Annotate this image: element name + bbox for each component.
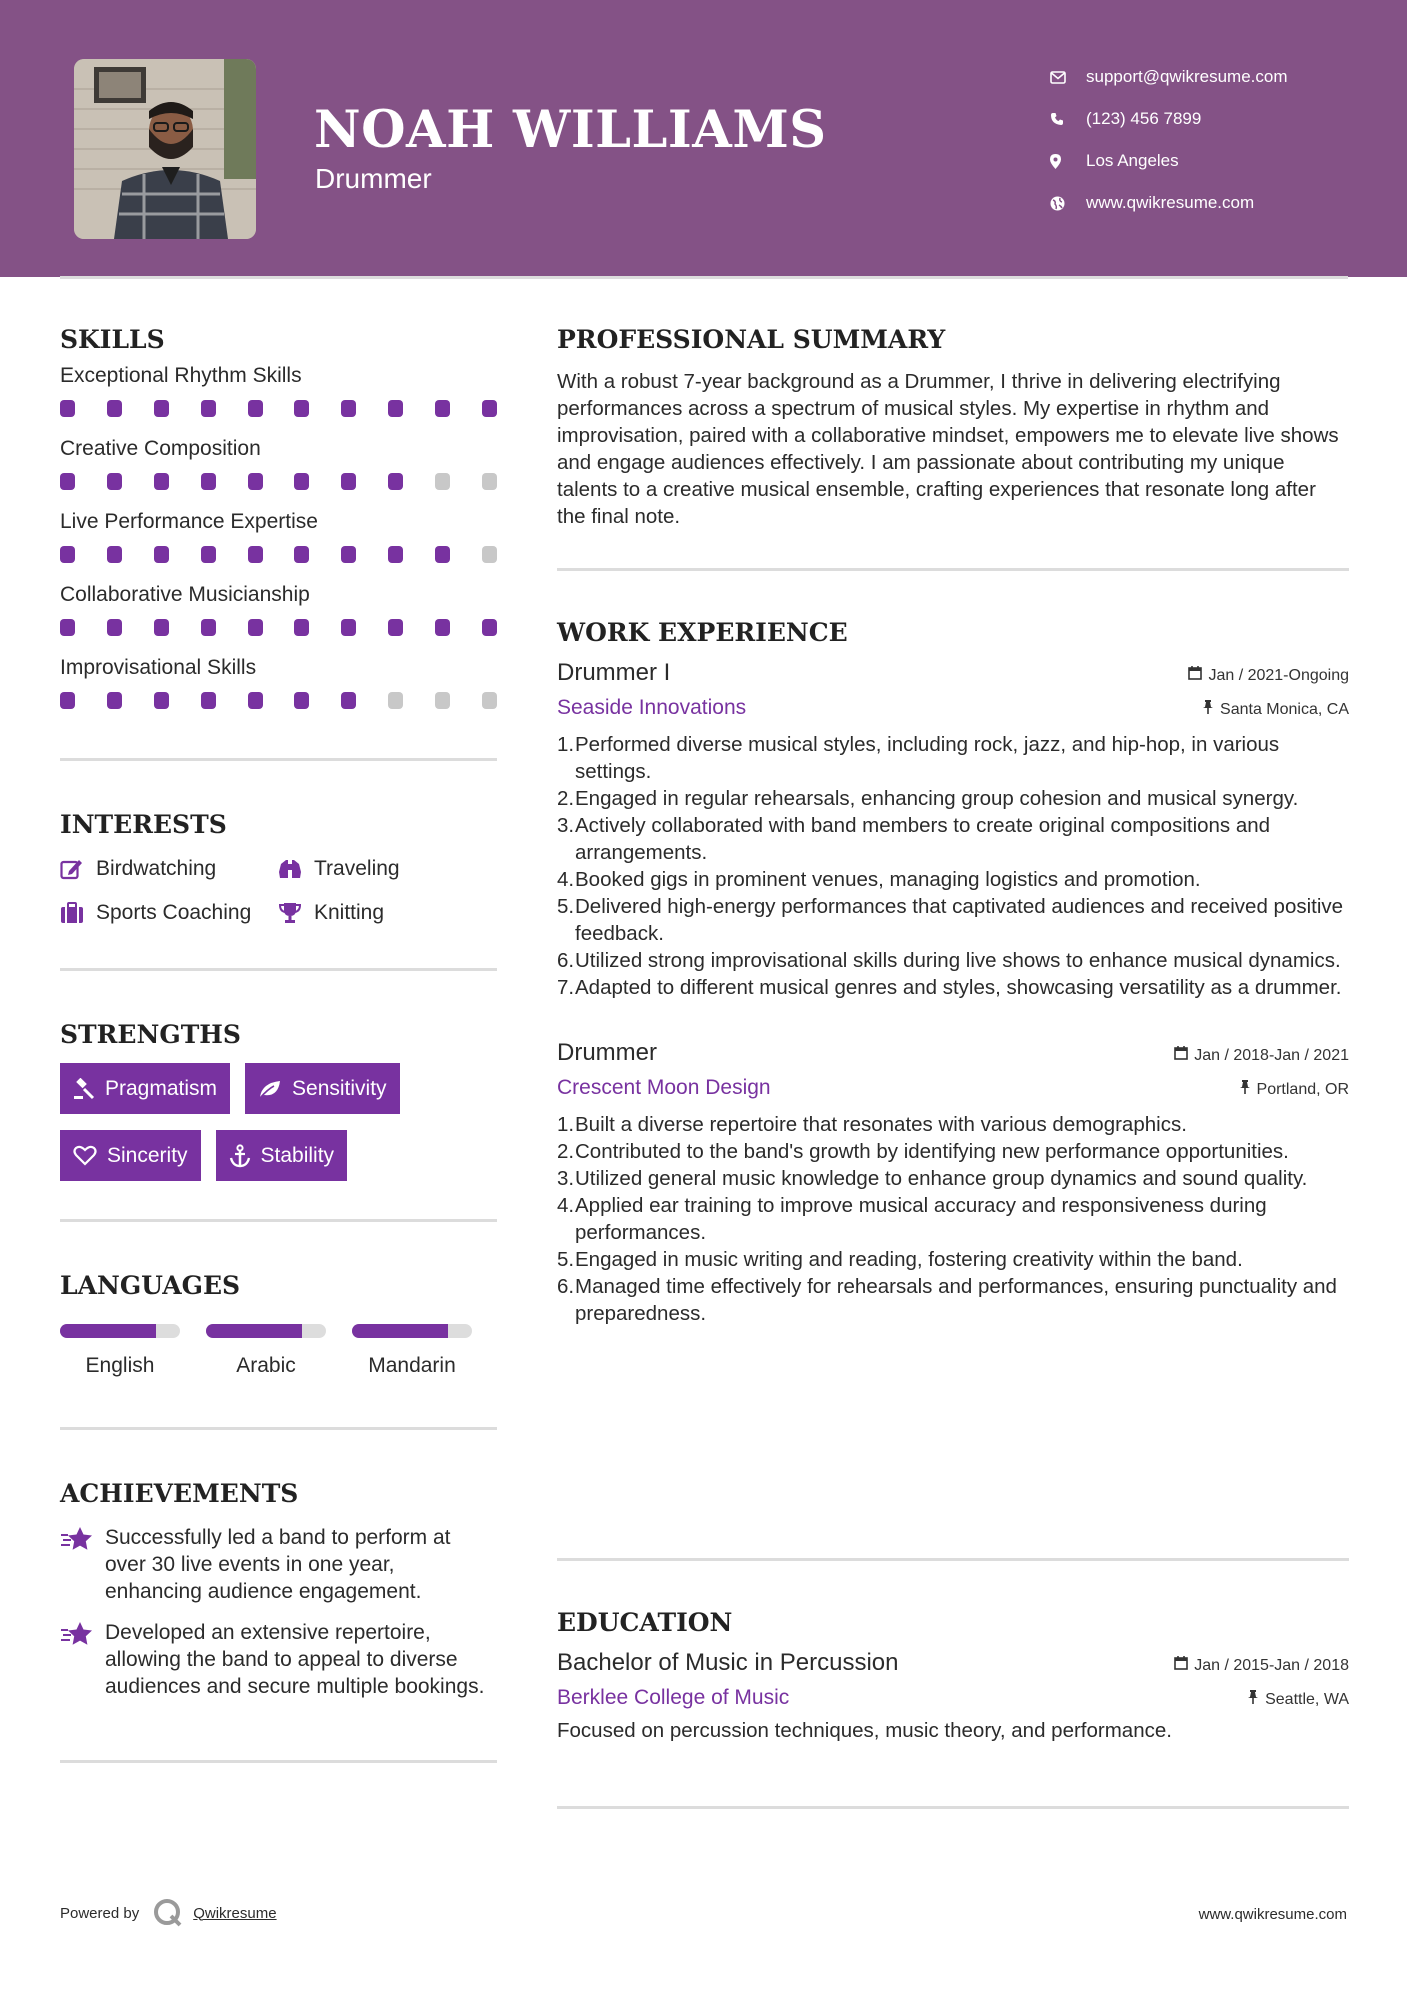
bullet-number: 5. <box>557 1248 575 1271</box>
strength-tag <box>60 1063 230 1114</box>
skill-name: Exceptional Rhythm Skills <box>60 364 302 387</box>
achievement-item <box>60 1619 497 1700</box>
trophy-icon <box>278 902 314 924</box>
rating-dot-filled <box>341 619 356 636</box>
language-level-fill <box>60 1324 156 1338</box>
skills-heading: SKILLS <box>60 325 165 354</box>
rating-dot-filled <box>248 473 263 490</box>
calendar-icon <box>1174 1046 1188 1065</box>
language-level-bar <box>352 1324 472 1338</box>
pushpin-icon <box>1239 1080 1251 1099</box>
location-pin-icon <box>1050 154 1086 169</box>
strengths-section <box>60 971 497 1219</box>
company-name: Crescent Moon Design <box>557 1076 771 1099</box>
bullet-text: Utilized general music knowledge to enhance group dynamics and sound quality. <box>575 1167 1308 1190</box>
rating-dot-filled <box>294 619 309 636</box>
bullet-text: Delivered high-energy performances that captivated audiences and received positive feedback. <box>575 895 1344 945</box>
strength-label: Sensitivity <box>292 1076 387 1100</box>
rating-dot-filled <box>201 473 216 490</box>
rating-dot-filled <box>60 619 75 636</box>
rating-dot-filled <box>154 619 169 636</box>
section-divider <box>60 1760 497 1763</box>
interest-item <box>60 851 278 887</box>
rating-dot-filled <box>154 400 169 417</box>
language-item <box>206 1324 326 1378</box>
languages-section <box>60 1222 497 1427</box>
rating-dot-filled <box>60 473 75 490</box>
contact-email-text: support@qwikresume.com <box>1086 67 1288 86</box>
job-bullets <box>557 731 1349 1001</box>
language-item <box>352 1324 472 1378</box>
strength-tag <box>245 1063 400 1114</box>
strengths-list <box>60 1063 497 1181</box>
bullet-number: 7. <box>557 976 575 999</box>
job-bullet <box>557 812 1349 866</box>
powered-by-label: Powered by <box>60 1904 140 1922</box>
school-name: Berklee College of Music <box>557 1686 790 1709</box>
rating-dot-filled <box>154 692 169 709</box>
bullet-text: Utilized strong improvisational skills during live shows to enhance musical dynamics. <box>575 949 1341 972</box>
right-column <box>557 318 1349 1809</box>
job-bullet <box>557 1246 1349 1273</box>
interest-item <box>60 895 278 931</box>
bullet-number: 4. <box>557 1194 575 1217</box>
candidate-title: Drummer <box>315 163 432 194</box>
summary-heading: PROFESSIONAL SUMMARY <box>557 325 946 354</box>
bullet-number: 3. <box>557 1167 575 1190</box>
rating-dot-filled <box>107 400 122 417</box>
interests-section <box>60 761 497 968</box>
rating-dot-filled <box>482 400 497 417</box>
job-head <box>557 655 1349 691</box>
job-entry <box>557 655 1349 1001</box>
job-bullets <box>557 1111 1349 1327</box>
contact-website-text: www.qwikresume.com <box>1086 193 1255 212</box>
job-subhead <box>557 691 1349 725</box>
briefcase-icon <box>60 902 96 924</box>
experience-heading: WORK EXPERIENCE <box>557 618 848 647</box>
education-heading: EDUCATION <box>557 1608 733 1637</box>
rating-dot-filled <box>201 619 216 636</box>
pushpin-icon <box>1247 1690 1259 1709</box>
bullet-number: 2. <box>557 787 575 810</box>
qwikresume-link[interactable]: Qwikresume <box>193 1904 277 1922</box>
company-name: Seaside Innovations <box>557 696 747 719</box>
education-dates-text: Jan / 2015-Jan / 2018 <box>1194 1656 1349 1674</box>
strength-label: Pragmatism <box>105 1076 218 1100</box>
rating-dot-filled <box>435 400 450 417</box>
skill-rating <box>60 692 497 709</box>
bullet-number: 1. <box>557 1113 575 1136</box>
rating-dot-empty <box>482 546 497 563</box>
education-subhead <box>557 1681 1349 1715</box>
rating-dot-empty <box>482 473 497 490</box>
jobs-list <box>557 655 1349 1327</box>
language-level-fill <box>206 1324 302 1338</box>
skill-rating <box>60 619 497 636</box>
skill-name: Improvisational Skills <box>60 656 257 679</box>
rating-dot-filled <box>482 619 497 636</box>
summary-section <box>557 318 1349 568</box>
skill-name: Live Performance Expertise <box>60 510 318 533</box>
pushpin-icon <box>1202 700 1214 719</box>
rating-dot-filled <box>435 619 450 636</box>
language-name: English <box>85 1354 155 1377</box>
job-bullet <box>557 893 1349 947</box>
bullet-number: 3. <box>557 814 575 837</box>
bullet-text: Adapted to different musical genres and styles, showcasing versatility as a drummer. <box>575 976 1342 999</box>
experience-section <box>557 571 1349 1558</box>
bullet-number: 4. <box>557 868 575 891</box>
rating-dot-empty <box>435 692 450 709</box>
rating-dot-filled <box>201 546 216 563</box>
interest-label: Knitting <box>314 901 385 924</box>
rating-dot-filled <box>60 546 75 563</box>
job-bullet <box>557 1273 1349 1327</box>
job-bullet <box>557 785 1349 812</box>
interests-heading: INTERESTS <box>60 810 227 839</box>
skill-rating <box>60 473 497 490</box>
summary-text: With a robust 7-year background as a Drummer, I thrive in delivering electrifying performances across a spectrum of musical styles. My expertise in rhythm and improvisation, paired with a collaborative mindset, empowers me to elevate live shows and engage audiences effectively. I am passionate about contributing my unique talents to a creative musical ensemble, crafting experiences that resonate long after the final note. <box>557 370 1339 528</box>
profile-photo <box>74 59 256 239</box>
skill-item <box>60 581 497 654</box>
language-level-bar <box>60 1324 180 1338</box>
skill-item <box>60 508 497 581</box>
achievement-text: Successfully led a band to perform at over 30 live events in one year, enhancing audience engagement. <box>105 1526 451 1603</box>
interest-item <box>278 895 497 931</box>
rating-dot-filled <box>107 619 122 636</box>
contact-website[interactable] <box>1050 182 1370 224</box>
bullet-text: Engaged in regular rehearsals, enhancing group cohesion and musical synergy. <box>575 787 1299 810</box>
rating-dot-filled <box>60 692 75 709</box>
job-subhead <box>557 1071 1349 1105</box>
bullet-text: Actively collaborated with band members to create original compositions and arrangements. <box>575 814 1271 864</box>
languages-list <box>60 1324 497 1378</box>
rating-dot-empty <box>435 473 450 490</box>
heart-icon <box>73 1145 97 1166</box>
job-location-text: Santa Monica, CA <box>1220 700 1349 718</box>
strength-label: Stability <box>260 1143 335 1167</box>
job-bullet <box>557 974 1349 1001</box>
rating-dot-filled <box>341 546 356 563</box>
star-icon <box>60 1524 105 1605</box>
job-bullet <box>557 1165 1349 1192</box>
phone-icon <box>1050 112 1086 126</box>
rating-dot-filled <box>388 546 403 563</box>
bullet-text: Applied ear training to improve musical accuracy and responsiveness during performances. <box>575 1194 1267 1244</box>
rating-dot-filled <box>294 692 309 709</box>
rating-dot-filled <box>341 473 356 490</box>
skill-name: Creative Composition <box>60 437 261 460</box>
strength-tag <box>60 1130 201 1181</box>
contact-phone[interactable] <box>1050 98 1370 140</box>
rating-dot-empty <box>482 692 497 709</box>
rating-dot-filled <box>60 400 75 417</box>
binoculars-icon <box>278 858 314 880</box>
interests-list <box>60 851 497 931</box>
contact-location-text: Los Angeles <box>1086 151 1179 170</box>
contact-location <box>1050 140 1370 182</box>
language-level-fill <box>352 1324 448 1338</box>
bullet-text: Contributed to the band's growth by identifying new performance opportunities. <box>575 1140 1289 1163</box>
education-section <box>557 1561 1349 1806</box>
envelope-icon <box>1050 71 1086 84</box>
language-level-bar <box>206 1324 326 1338</box>
job-bullet <box>557 731 1349 785</box>
skill-item <box>60 435 497 508</box>
rating-dot-filled <box>154 473 169 490</box>
skill-rating <box>60 400 497 417</box>
language-name: Arabic <box>236 1354 296 1377</box>
interest-label: Traveling <box>314 857 400 880</box>
degree-title: Bachelor of Music in Percussion <box>557 1649 899 1676</box>
rating-dot-filled <box>107 473 122 490</box>
job-title: Drummer I <box>557 659 671 686</box>
job-location <box>1202 700 1349 719</box>
star-icon <box>60 1619 105 1700</box>
skills-section <box>60 318 497 758</box>
candidate-name: NOAH WILLIAMS <box>314 100 827 160</box>
achievements-heading: ACHIEVEMENTS <box>60 1479 299 1508</box>
pencil-square-icon <box>60 858 96 880</box>
header-divider <box>60 276 1348 279</box>
job-bullet <box>557 866 1349 893</box>
qwikresume-logo-icon <box>153 1898 183 1928</box>
languages-heading: LANGUAGES <box>60 1271 241 1300</box>
anchor-icon <box>229 1144 251 1168</box>
rating-dot-filled <box>435 546 450 563</box>
rating-dot-filled <box>341 400 356 417</box>
rating-dot-filled <box>107 692 122 709</box>
rating-dot-filled <box>248 619 263 636</box>
rating-dot-filled <box>294 473 309 490</box>
rating-dot-filled <box>341 692 356 709</box>
job-dates <box>1188 666 1349 685</box>
interest-label: Sports Coaching <box>96 901 252 924</box>
skill-item <box>60 362 497 435</box>
rating-dot-filled <box>388 400 403 417</box>
contact-phone-text: (123) 456 7899 <box>1086 109 1202 128</box>
bullet-number: 5. <box>557 895 575 918</box>
bullet-text: Engaged in music writing and reading, fostering creativity within the band. <box>575 1248 1243 1271</box>
rating-dot-filled <box>294 400 309 417</box>
job-dates-text: Jan / 2021-Ongoing <box>1208 666 1349 684</box>
education-dates <box>1174 1656 1349 1675</box>
job-title: Drummer <box>557 1039 657 1066</box>
job-bullet <box>557 947 1349 974</box>
achievement-text: Developed an extensive repertoire, allowing the band to appeal to diverse audiences and secure multiple bookings. <box>105 1621 485 1698</box>
leaf-icon <box>258 1079 282 1099</box>
job-bullet <box>557 1192 1349 1246</box>
resume-header <box>0 0 1407 277</box>
job-entry <box>557 1035 1349 1327</box>
footer-website[interactable]: www.qwikresume.com <box>1198 1906 1347 1923</box>
gavel-icon <box>73 1078 95 1100</box>
rating-dot-filled <box>248 546 263 563</box>
bullet-number: 2. <box>557 1140 575 1163</box>
job-bullet <box>557 1111 1349 1138</box>
bullet-text: Managed time effectively for rehearsals and performances, ensuring punctuality and preparedness. <box>575 1275 1337 1325</box>
education-location <box>1247 1690 1349 1709</box>
skill-item <box>60 654 497 727</box>
skills-list <box>60 362 497 727</box>
contact-list <box>1050 56 1370 224</box>
language-item <box>60 1324 180 1378</box>
left-column <box>60 318 497 1763</box>
bullet-text: Performed diverse musical styles, including rock, jazz, and hip-hop, in various settings. <box>575 733 1280 783</box>
skill-rating <box>60 546 497 563</box>
bullet-number: 1. <box>557 733 575 756</box>
achievement-item <box>60 1524 497 1605</box>
rating-dot-empty <box>388 692 403 709</box>
rating-dot-filled <box>248 400 263 417</box>
rating-dot-filled <box>248 692 263 709</box>
interest-label: Birdwatching <box>96 857 217 880</box>
strength-label: Sincerity <box>107 1143 188 1167</box>
achievements-section <box>60 1430 497 1760</box>
footer-powered-by <box>60 1898 277 1928</box>
job-dates <box>1174 1046 1349 1065</box>
job-head <box>557 1035 1349 1071</box>
skill-name: Collaborative Musicianship <box>60 583 310 606</box>
rating-dot-filled <box>388 473 403 490</box>
globe-icon <box>1050 196 1086 211</box>
language-name: Mandarin <box>368 1354 456 1377</box>
rating-dot-filled <box>201 692 216 709</box>
rating-dot-filled <box>107 546 122 563</box>
job-bullet <box>557 1138 1349 1165</box>
rating-dot-filled <box>294 546 309 563</box>
bullet-text: Booked gigs in prominent venues, managing logistics and promotion. <box>575 868 1201 891</box>
education-description: Focused on percussion techniques, music theory, and performance. <box>557 1719 1172 1742</box>
section-divider <box>557 1806 1349 1809</box>
strengths-heading: STRENGTHS <box>60 1020 241 1049</box>
rating-dot-filled <box>154 546 169 563</box>
bullet-number: 6. <box>557 1275 575 1298</box>
bullet-text: Built a diverse repertoire that resonates with various demographics. <box>575 1113 1187 1136</box>
calendar-icon <box>1174 1656 1188 1675</box>
job-location-text: Portland, OR <box>1256 1080 1349 1098</box>
strength-tag <box>216 1130 348 1181</box>
job-location <box>1239 1080 1349 1099</box>
rating-dot-filled <box>388 619 403 636</box>
contact-email[interactable] <box>1050 56 1370 98</box>
rating-dot-filled <box>201 400 216 417</box>
job-dates-text: Jan / 2018-Jan / 2021 <box>1194 1046 1349 1064</box>
calendar-icon <box>1188 666 1202 685</box>
bullet-number: 6. <box>557 949 575 972</box>
education-head <box>557 1645 1349 1681</box>
interest-item <box>278 851 497 887</box>
education-location-text: Seattle, WA <box>1265 1690 1349 1708</box>
